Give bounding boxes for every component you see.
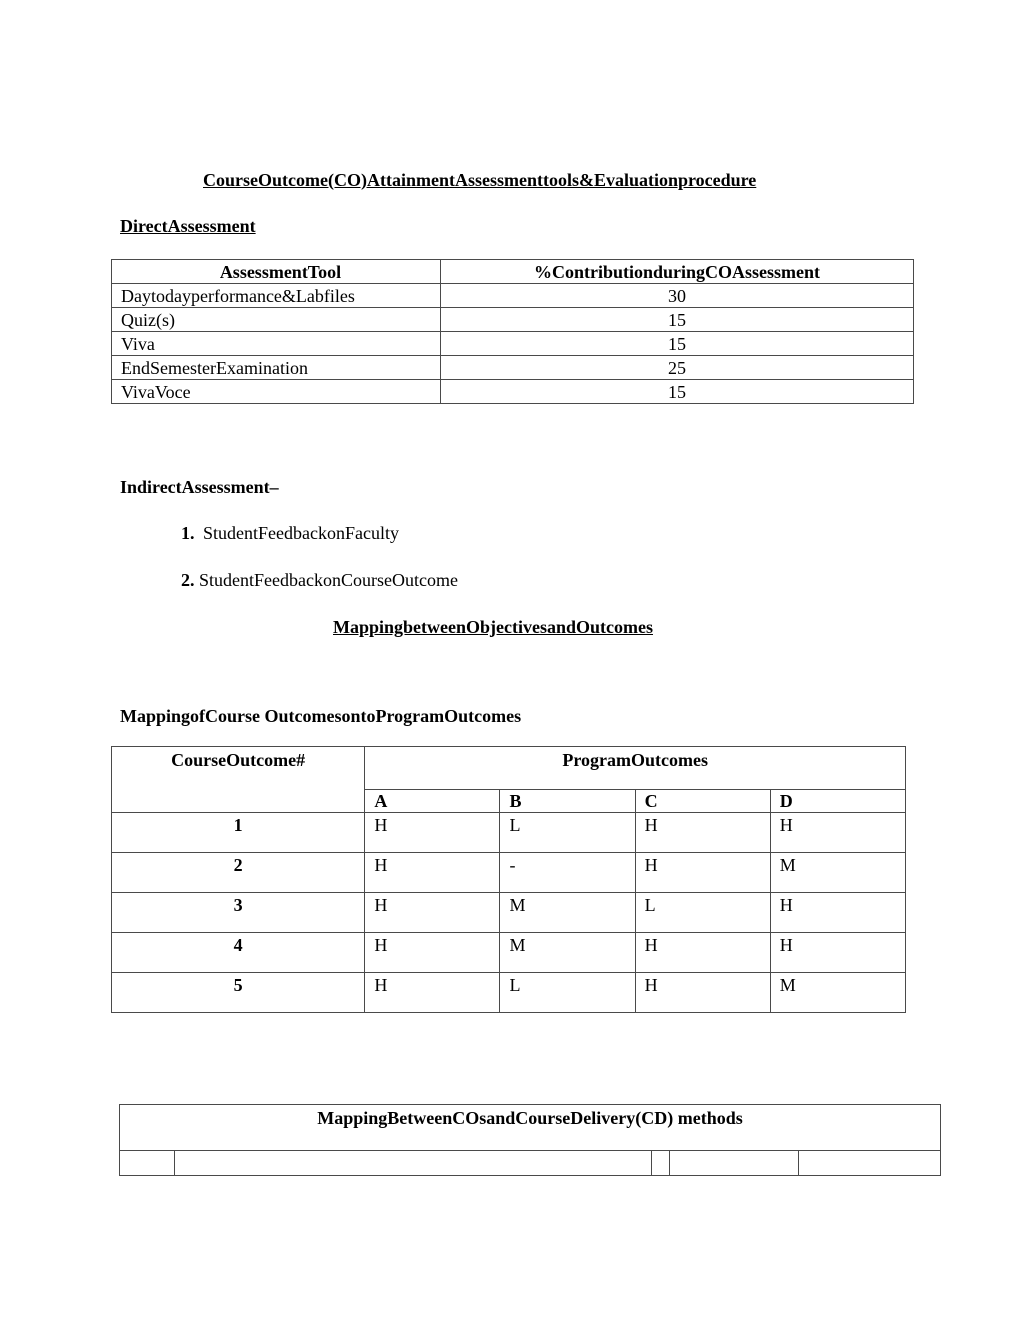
po-mapping-table [111,746,906,1013]
mapping-objectives-heading: MappingbetweenObjectivesandOutcomes [333,617,653,637]
empty-cell [120,1151,175,1176]
co-number-cell: 1 [112,813,365,853]
contribution-cell: 15 [441,380,914,404]
list-item-text: StudentFeedbackonFaculty [203,523,399,543]
table-row [112,356,914,380]
tool-cell: VivaVoce [112,380,441,404]
co-number-cell: 4 [112,933,365,973]
po-value-cell: - [500,853,635,893]
empty-cell [670,1151,799,1176]
po-value-cell: H [365,933,500,973]
list-item-number: 2. [181,570,195,590]
empty-cell [652,1151,670,1176]
table-row [112,813,906,853]
po-value-cell: M [500,933,635,973]
table-header-row [112,260,914,284]
col-contribution: %ContributionduringCOAssessment [441,260,914,284]
cd-mapping-heading: MappingBetweenCOsandCourseDelivery(CD) methods [120,1105,941,1151]
po-value-cell: H [770,893,905,933]
page-title: CourseOutcome(CO)AttainmentAssessmenttools&Evaluationprocedure [203,170,757,190]
po-value-cell: H [635,933,770,973]
po-value-cell: M [770,853,905,893]
table-row [112,308,914,332]
po-value-cell: H [635,973,770,1013]
po-value-cell: H [770,933,905,973]
direct-assessment-heading: DirectAssessment [120,216,256,236]
table-row [112,933,906,973]
contribution-cell: 15 [441,332,914,356]
tool-cell: EndSemesterExamination [112,356,441,380]
col-course-outcome: CourseOutcome# [112,747,365,813]
list-item-text: StudentFeedbackonCourseOutcome [199,570,458,590]
table-row [112,332,914,356]
list-item-number: 1. [181,523,195,543]
po-value-cell: H [365,853,500,893]
tool-cell: Daytodayperformance&Labfiles [112,284,441,308]
po-value-cell: H [365,813,500,853]
po-value-cell: L [500,813,635,853]
table-row [112,893,906,933]
col-assessment-tool: AssessmentTool [112,260,441,284]
table-row [120,1151,941,1176]
po-value-cell: M [770,973,905,1013]
table-header-row [120,1105,941,1151]
co-number-cell: 5 [112,973,365,1013]
po-value-cell: L [635,893,770,933]
po-value-cell: H [635,813,770,853]
list-item [181,569,458,591]
indirect-assessment-heading: IndirectAssessment– [120,477,279,497]
tool-cell: Viva [112,332,441,356]
empty-cell [175,1151,652,1176]
contribution-cell: 30 [441,284,914,308]
po-value-cell: H [365,973,500,1013]
cd-mapping-table [119,1104,941,1176]
contribution-cell: 15 [441,308,914,332]
table-row [112,284,914,308]
tool-cell: Quiz(s) [112,308,441,332]
table-row [112,973,906,1013]
po-value-cell: H [365,893,500,933]
po-value-cell: L [500,973,635,1013]
po-letter-d: D [770,790,905,813]
po-mapping-heading: MappingofCourse OutcomesontoProgramOutcomes [120,706,522,726]
co-number-cell: 2 [112,853,365,893]
empty-cell [799,1151,941,1176]
po-letter-b: B [500,790,635,813]
table-header-row [112,747,906,790]
contribution-cell: 25 [441,356,914,380]
po-letter-c: C [635,790,770,813]
po-letter-a: A [365,790,500,813]
po-value-cell: M [500,893,635,933]
po-value-cell: H [770,813,905,853]
po-value-cell: H [635,853,770,893]
direct-assessment-table [111,259,914,404]
col-program-outcomes: ProgramOutcomes [365,747,906,790]
table-row [112,380,914,404]
co-number-cell: 3 [112,893,365,933]
list-item [181,522,399,544]
table-row [112,853,906,893]
